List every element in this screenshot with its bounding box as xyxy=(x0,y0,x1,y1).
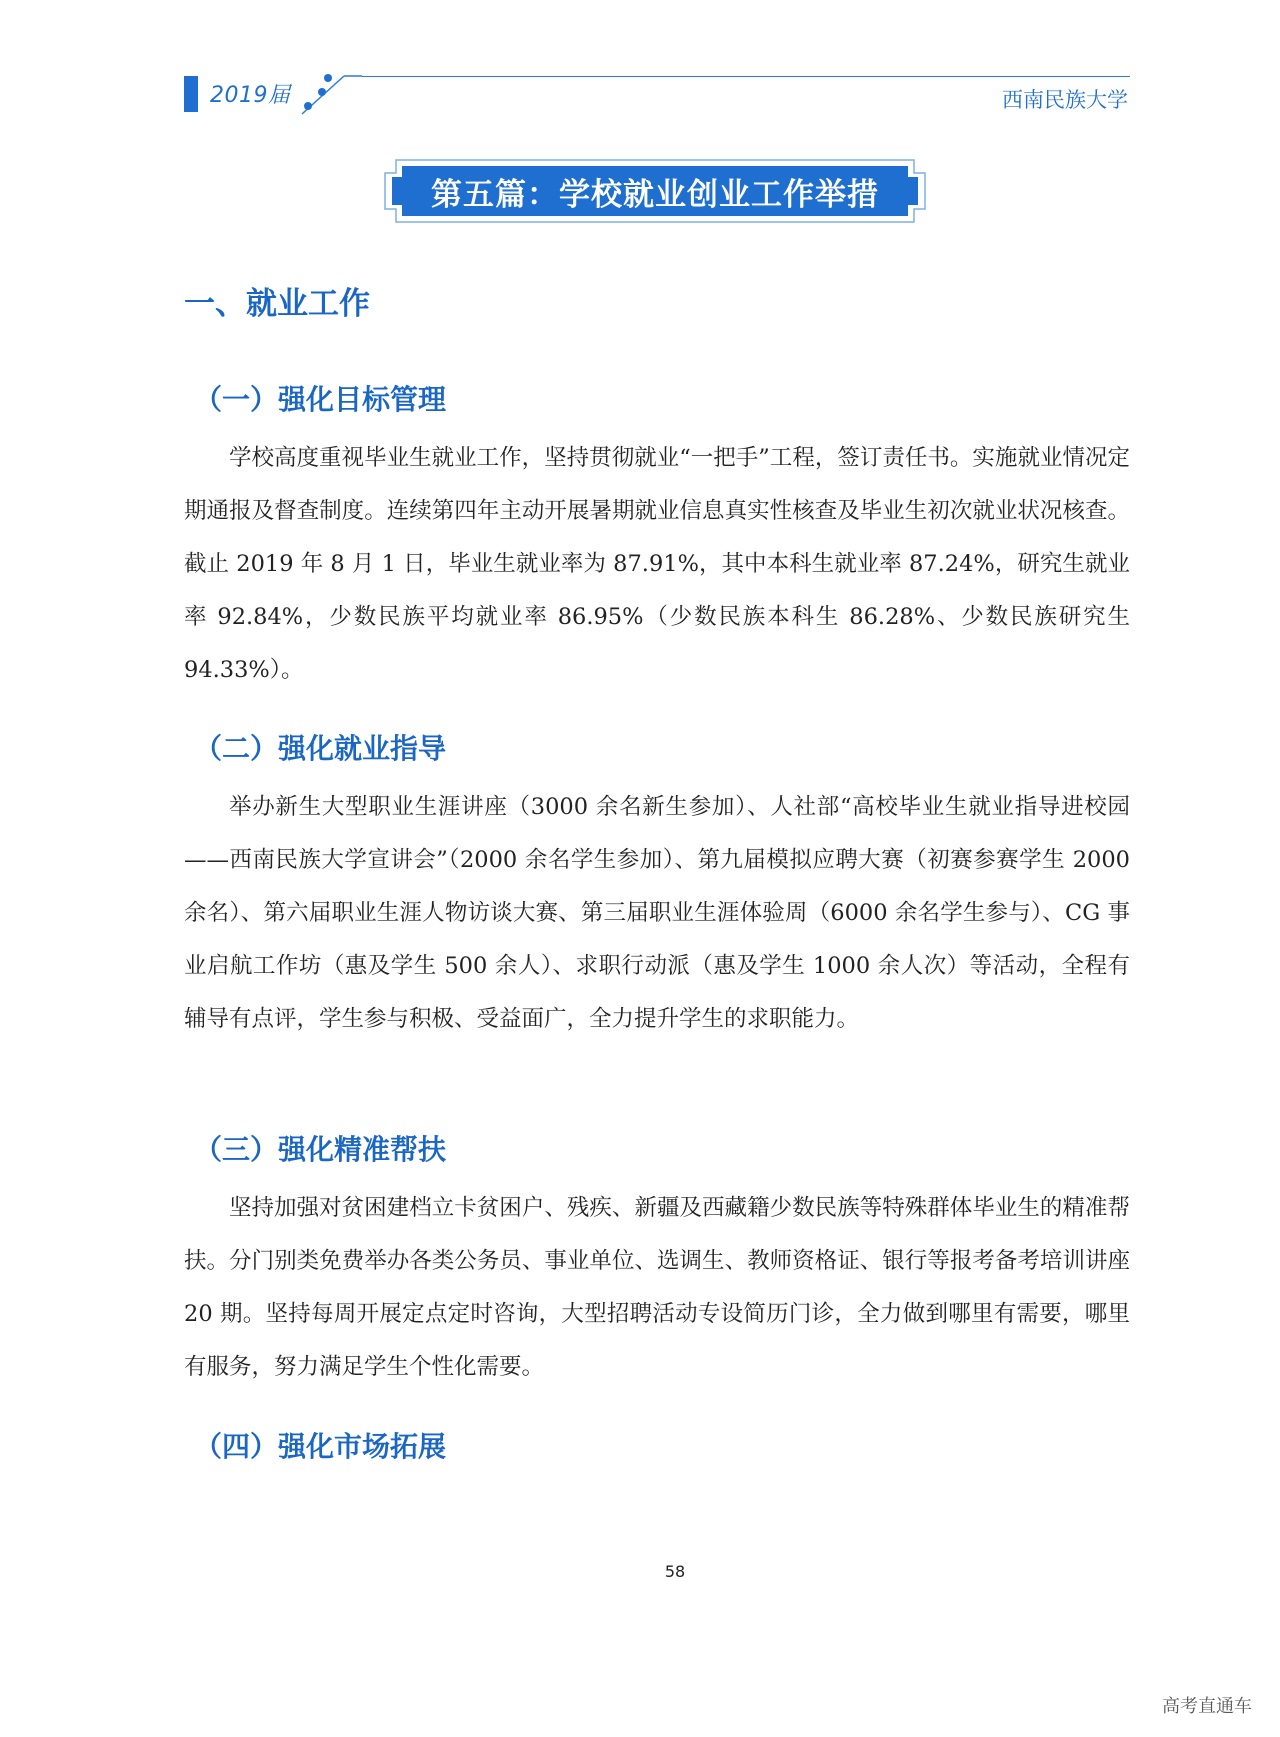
subsection-heading-2: （二）强化就业指导 xyxy=(194,732,447,765)
header-rule xyxy=(362,76,1130,77)
header-school-name: 西南民族大学 xyxy=(1002,88,1128,112)
chapter-title: 第五篇：学校就业创业工作举措 xyxy=(431,176,879,213)
subsection-heading-4: （四）强化市场拓展 xyxy=(194,1430,447,1463)
header-accent-bar xyxy=(184,76,198,112)
header-year: 2019届 xyxy=(210,83,291,108)
page-number: 58 xyxy=(664,1562,686,1581)
paragraph-2: 举办新生大型职业生涯讲座（3000 余名新生参加）、人社部“高校毕业生就业指导进校园——西南民族大学宣讲会”（2000 余名学生参加）、第九届模拟应聘大赛（初赛参赛学生 2000 余名）、第六届职业生涯人物访谈大赛、第三届职业生涯体验周（6000 余名学生参与）、CG 事业启航工作坊（惠及学生 500 余人）、求职行动派（惠及学生 1000 余人次）等活动，全程有辅导有点评，学生参与积极、受益面广，全力提升学生的求职能力。 xyxy=(184,794,1130,1032)
subsection-heading-3: （三）强化精准帮扶 xyxy=(194,1133,447,1166)
section-title: 一、就业工作 xyxy=(184,286,370,322)
paragraph-1: 学校高度重视毕业生就业工作，坚持贯彻就业“一把手”工程，签订责任书。实施就业情况定期通报及督查制度。连续第四年主动开展暑期就业信息真实性核查及毕业生初次就业状况核查。截止 2019 年 8 月 1 日，毕业生就业率为 87.91%，其中本科生就业率 87.24%，研究生就业率 92.84%，少数民族平均就业率 86.95%（少数民族本科生 86.28%、少数民族研究生 94.33%）。 xyxy=(184,445,1130,683)
chapter-title-banner xyxy=(382,157,928,225)
watermark-text: 高考直通车 xyxy=(1162,1696,1252,1717)
paragraph-3: 坚持加强对贫困建档立卡贫困户、残疾、新疆及西藏籍少数民族等特殊群体毕业生的精准帮扶。分门别类免费举办各类公务员、事业单位、选调生、教师资格证、银行等报考备考培训讲座 20 期。坚持每周开展定点定时咨询，大型招聘活动专设简历门诊，全力做到哪里有需要，哪里有服务，努力满足学生个性化需要。 xyxy=(184,1195,1130,1380)
header-dots-icon xyxy=(300,72,364,120)
subsection-heading-1: （一）强化目标管理 xyxy=(194,383,447,416)
